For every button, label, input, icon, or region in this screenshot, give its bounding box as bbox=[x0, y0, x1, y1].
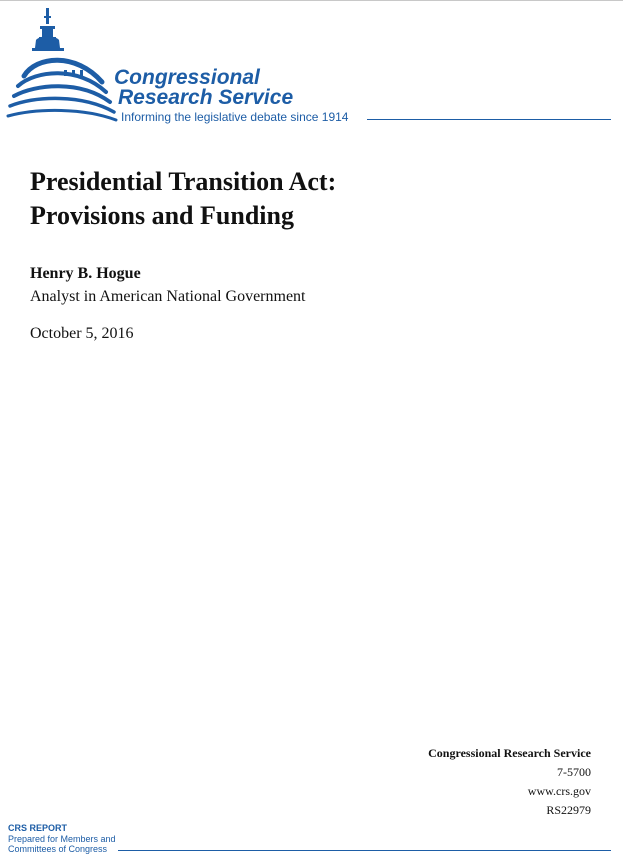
author-role: Analyst in American National Government bbox=[30, 288, 306, 305]
report-label-title: CRS REPORT bbox=[8, 823, 68, 833]
title-line2: Provisions and Funding bbox=[30, 201, 294, 230]
crs-report-number: RS22979 bbox=[546, 803, 591, 817]
author-name: Henry B. Hogue bbox=[30, 265, 141, 282]
crs-website: www.crs.gov bbox=[527, 784, 591, 798]
logo-name-line2: Research Service bbox=[118, 86, 294, 109]
footer-divider bbox=[118, 850, 611, 851]
top-border bbox=[0, 0, 623, 1]
crs-report-label bbox=[8, 823, 116, 855]
publication-date: October 5, 2016 bbox=[30, 325, 134, 342]
logo-divider bbox=[367, 119, 611, 120]
capitol-dome-icon bbox=[6, 4, 118, 124]
logo-name-line1: Congressional bbox=[114, 66, 260, 89]
document-title bbox=[30, 165, 590, 233]
crs-organization: Congressional Research Service bbox=[428, 746, 591, 760]
logo-tagline: Informing the legislative debate since 1914 bbox=[121, 110, 349, 124]
title-line1: Presidential Transition Act: bbox=[30, 167, 337, 196]
report-label-line1: Prepared for Members and bbox=[8, 833, 116, 844]
crs-code: 7-5700 bbox=[557, 765, 591, 779]
crs-info-block bbox=[428, 744, 591, 820]
report-label-line2: Committees of Congress bbox=[8, 844, 108, 854]
